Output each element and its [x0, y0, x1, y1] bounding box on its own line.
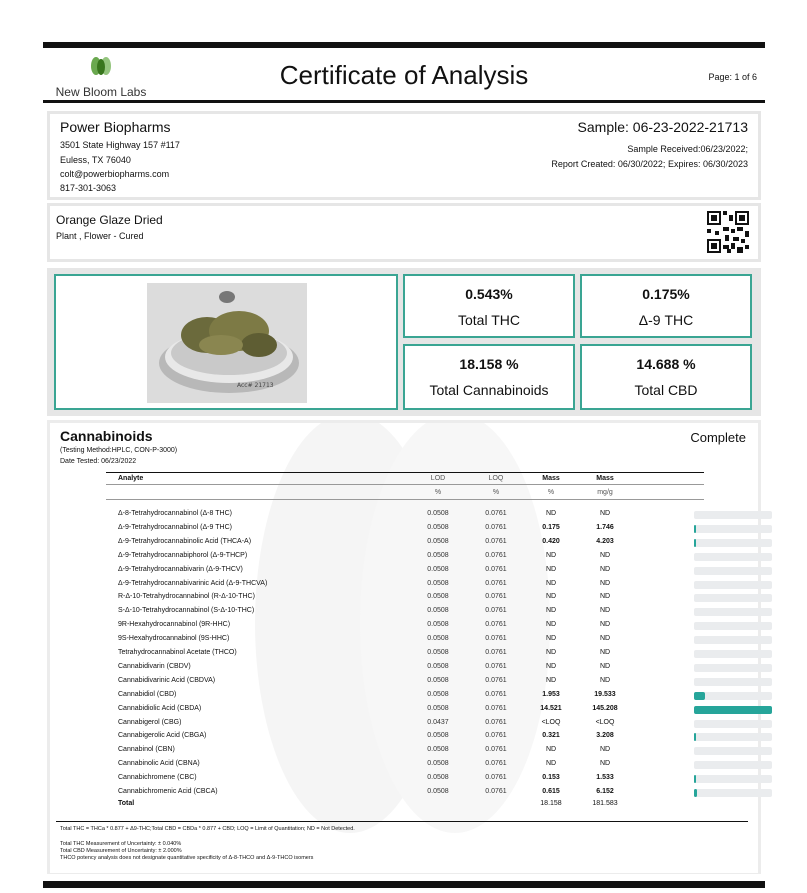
analyte-lod: 0.0508 [427, 523, 449, 531]
sample-received: Sample Received:06/23/2022; [627, 144, 748, 154]
col-analyte: Analyte [118, 475, 144, 482]
report-header [43, 48, 765, 103]
analyte-lod: 0.0508 [427, 732, 449, 740]
thc-uncertainty: Total THC Measurement of Uncertainty: ± 0.040% [60, 841, 182, 847]
total-thc-value: 0.543% [465, 286, 513, 302]
analyte-name: Tetrahydrocannabinol Acetate (THCO) [118, 649, 237, 656]
date-tested: Date Tested: 06/23/2022 [60, 458, 137, 465]
analyte-lod: 0.0508 [427, 662, 449, 670]
analyte-mass-pct: 0.175 [542, 523, 560, 531]
level-bar-track [694, 525, 772, 533]
analyte-lod: 0.0508 [427, 607, 449, 615]
analyte-loq: 0.0761 [485, 537, 507, 545]
analyte-name: Δ-9-Tetrahydrocannabivarin (Δ-9-THCV) [118, 565, 243, 573]
analyte-lod: 0.0508 [427, 774, 449, 782]
analyte-mass-mg: ND [599, 510, 611, 517]
analyte-mass-mg: ND [599, 621, 611, 629]
analyte-mass-pct: 0.153 [542, 774, 560, 782]
table-row [118, 591, 708, 604]
report-dates: Report Created: 06/30/2022; Expires: 06/30/2023 [551, 159, 748, 169]
analyte-name: 9S-Hexahydrocannabinol (9S-HHC) [118, 635, 230, 643]
analyte-loq: 0.0761 [485, 662, 507, 670]
unit-loq: % [492, 489, 500, 496]
total-cbd-box [580, 344, 752, 410]
level-bar-fill [694, 525, 696, 533]
analyte-name: Cannabidivarin (CBDV) [118, 662, 191, 670]
client-address-1: 3501 State Highway 157 #117 [60, 140, 180, 150]
analyte-mass-mg: ND [599, 649, 611, 656]
analyte-mass-pct: ND [545, 649, 557, 656]
total-cbd-label: Total CBD [634, 382, 698, 398]
analyte-lod: 0.0508 [427, 649, 449, 656]
product-type: Plant , Flower - Cured [56, 231, 144, 241]
analyte-lod: 0.0508 [427, 676, 449, 684]
cbd-uncertainty: Total CBD Measurement of Uncertainty: ± 2.000% [60, 848, 182, 854]
definitions-note: Total THC = THCa * 0.877 + Δ9-THC;Total CBD = CBDa * 0.877 + CBD; LOQ = Limit of Quantitation; ND = Not Detected. [60, 826, 355, 832]
total-label: Total [118, 800, 135, 807]
analyte-loq: 0.0761 [485, 690, 507, 698]
table-row [118, 633, 708, 646]
analyte-loq: 0.0761 [485, 510, 507, 517]
section-title: Cannabinoids [60, 428, 153, 444]
analyte-name: 9R-Hexahydrocannabinol (9R-HHC) [118, 621, 231, 629]
col-mass-pct: Mass [542, 475, 560, 482]
analyte-name: Δ-9-Tetrahydrocannabiphorol (Δ-9-THCP) [118, 551, 248, 559]
analyte-mass-pct: 0.420 [542, 537, 560, 545]
analyte-mass-pct: ND [545, 662, 557, 670]
table-row [118, 647, 708, 660]
analyte-mass-pct: ND [545, 760, 557, 768]
analyte-name: Cannabichromene (CBC) [118, 774, 197, 782]
analyte-loq: 0.0761 [485, 746, 507, 754]
analyte-mass-pct: 1.953 [542, 690, 560, 698]
analyte-mass-mg: <LOQ [595, 718, 615, 726]
table-row [118, 578, 708, 591]
analyte-loq: 0.0761 [485, 579, 507, 587]
section-status: Complete [690, 430, 746, 445]
client-panel [47, 111, 761, 200]
analyte-loq: 0.0761 [485, 607, 507, 615]
level-bar-track [694, 581, 772, 589]
analyte-loq: 0.0761 [485, 565, 507, 573]
analyte-mass-pct: ND [545, 607, 557, 615]
analyte-mass-mg: 1.746 [596, 523, 614, 531]
table-row [118, 744, 708, 757]
total-thc-label: Total THC [458, 312, 520, 328]
page-number: Page: 1 of 6 [708, 72, 757, 82]
table-row [118, 758, 708, 771]
analyte-lod: 0.0508 [427, 746, 449, 754]
level-bar-track [694, 594, 772, 602]
level-bar-track [694, 775, 772, 783]
analyte-lod: 0.0508 [427, 551, 449, 559]
analyte-mass-mg: ND [599, 593, 611, 601]
total-mg: 181.583 [592, 800, 618, 807]
analyte-lod: 0.0508 [427, 565, 449, 573]
table-row [118, 508, 708, 521]
summary-panel [47, 268, 761, 416]
analyte-mass-pct: ND [545, 579, 557, 587]
total-cbd-value: 14.688 % [636, 356, 696, 372]
analyte-name: Δ-9-Tetrahydrocannabinolic Acid (THCA-A) [118, 537, 252, 545]
analyte-lod: 0.0508 [427, 537, 449, 545]
analyte-lod: 0.0437 [427, 718, 449, 726]
qr-code-icon [707, 211, 749, 253]
analyte-mass-pct: 14.521 [540, 704, 562, 712]
table-units-rule [106, 499, 704, 500]
analyte-name: Cannabinolic Acid (CBNA) [118, 760, 200, 768]
table-row [118, 605, 708, 618]
total-thc-box [403, 274, 575, 338]
analyte-loq: 0.0761 [485, 551, 507, 559]
table-row [118, 536, 708, 549]
analyte-mass-pct: ND [545, 621, 557, 629]
analyte-lod: 0.0508 [427, 579, 449, 587]
analyte-mass-mg: 6.152 [596, 788, 614, 795]
level-bar-track [694, 720, 772, 728]
table-row [118, 717, 708, 730]
thco-note: THCO potency analysis does not designate quantitative specificity of Δ-8-THCO and Δ-9-THCO isomers [60, 855, 314, 861]
level-bar-track [694, 622, 772, 630]
sample-photo-frame [54, 274, 398, 410]
table-header-rule [106, 484, 704, 485]
analyte-loq: 0.0761 [485, 704, 507, 712]
analyte-mass-pct: 0.615 [542, 788, 560, 795]
analyte-loq: 0.0761 [485, 774, 507, 782]
analyte-mass-mg: 145.208 [592, 704, 618, 712]
analyte-mass-pct: ND [545, 510, 557, 517]
total-cannabinoids-value: 18.158 % [459, 356, 519, 372]
analyte-lod: 0.0508 [427, 635, 449, 643]
analyte-name: Cannabidiolic Acid (CBDA) [118, 704, 202, 712]
analyte-mass-mg: ND [599, 676, 611, 684]
delta9-thc-box [580, 274, 752, 338]
client-name: Power Biopharms [60, 119, 171, 135]
analyte-mass-mg: 1.533 [596, 774, 614, 782]
table-row [118, 550, 708, 563]
analyte-loq: 0.0761 [485, 649, 507, 656]
total-cannabinoids-box [403, 344, 575, 410]
total-cannabinoids-label: Total Cannabinoids [429, 382, 549, 398]
sample-id: Sample: 06-23-2022-21713 [577, 119, 748, 135]
table-top-rule [106, 472, 704, 473]
analyte-mass-pct: ND [545, 746, 557, 754]
level-bar-track [694, 747, 772, 755]
analyte-name: Δ-8-Tetrahydrocannabinol (Δ-8 THC) [118, 510, 233, 517]
analyte-lod: 0.0508 [427, 510, 449, 517]
analyte-mass-mg: ND [599, 607, 611, 615]
unit-lod: % [434, 489, 442, 496]
analyte-lod: 0.0508 [427, 760, 449, 768]
analyte-lod: 0.0508 [427, 788, 449, 795]
analyte-name: R-Δ-10-Tetrahydrocannabinol (R-Δ-10-THC) [118, 593, 255, 601]
analyte-name: Cannabichromenic Acid (CBCA) [118, 788, 218, 795]
analyte-mass-mg: ND [599, 662, 611, 670]
level-bar-fill [694, 706, 772, 714]
col-loq: LOQ [488, 475, 504, 482]
analyte-mass-mg: ND [599, 551, 611, 559]
delta9-thc-label: Δ-9 THC [638, 312, 694, 328]
analyte-loq: 0.0761 [485, 621, 507, 629]
analyte-name: Cannabidiol (CBD) [118, 690, 177, 698]
table-row [118, 675, 708, 688]
unit-mg: mg/g [597, 489, 613, 496]
client-phone: 817-301-3063 [60, 183, 117, 193]
cannabinoids-panel [50, 423, 758, 873]
analyte-mass-pct: ND [545, 635, 557, 643]
analyte-loq: 0.0761 [485, 523, 507, 531]
table-row [118, 730, 708, 743]
table-row [118, 661, 708, 674]
level-bar-track [694, 664, 772, 672]
analyte-name: S-Δ-10-Tetrahydrocannabinol (S-Δ-10-THC) [118, 607, 255, 615]
analyte-mass-pct: ND [545, 565, 557, 573]
bottom-rule [43, 881, 765, 888]
analyte-mass-mg: ND [599, 746, 611, 754]
analyte-loq: 0.0761 [485, 593, 507, 601]
analyte-loq: 0.0761 [485, 788, 507, 795]
analyte-name: Δ-9-Tetrahydrocannabinol (Δ-9 THC) [118, 523, 233, 531]
level-bar-track [694, 761, 772, 769]
product-name: Orange Glaze Dried [56, 213, 163, 227]
analyte-loq: 0.0761 [485, 760, 507, 768]
level-bar-track [694, 678, 772, 686]
sample-photo [147, 283, 307, 403]
level-bar-track [694, 789, 772, 797]
photo-label: Acc# 21713 [237, 382, 274, 389]
analyte-loq: 0.0761 [485, 676, 507, 684]
table-row [118, 522, 708, 535]
analyte-name: Cannabinol (CBN) [118, 746, 175, 754]
analyte-mass-pct: ND [545, 551, 557, 559]
level-bar-track [694, 733, 772, 741]
col-lod: LOD [430, 475, 446, 482]
analyte-lod: 0.0508 [427, 690, 449, 698]
analyte-name: Δ-9-Tetrahydrocannabivarinic Acid (Δ-9-THCVA) [118, 579, 268, 587]
analyte-mass-pct: 0.321 [542, 732, 560, 740]
client-email: colt@powerbiopharms.com [60, 169, 170, 179]
total-values [118, 798, 708, 811]
analyte-lod: 0.0508 [427, 593, 449, 601]
level-bar-track [694, 567, 772, 575]
col-mass-mg: Mass [596, 475, 614, 482]
analyte-mass-mg: 3.208 [596, 732, 614, 740]
level-bar-track [694, 650, 772, 658]
total-pct: 18.158 [540, 800, 562, 807]
level-bar-fill [694, 539, 696, 547]
analyte-mass-mg: ND [599, 579, 611, 587]
analyte-name: Cannabigerolic Acid (CBGA) [118, 732, 207, 740]
flower-dish-image [147, 283, 307, 403]
analyte-name: Cannabigerol (CBG) [118, 718, 182, 726]
level-bar-fill [694, 775, 696, 783]
level-bar-track [694, 539, 772, 547]
level-bar-track [694, 692, 772, 700]
analyte-mass-mg: ND [599, 635, 611, 643]
product-panel [47, 203, 761, 262]
analyte-mass-pct: ND [545, 676, 557, 684]
analyte-mass-mg: 19.533 [594, 690, 616, 698]
analyte-mass-mg: 4.203 [596, 537, 614, 545]
table-row [118, 619, 708, 632]
analyte-loq: 0.0761 [485, 732, 507, 740]
level-bar-track [694, 706, 772, 714]
analyte-lod: 0.0508 [427, 621, 449, 629]
table-row [118, 564, 708, 577]
table-row [118, 703, 708, 716]
notes-rule [56, 821, 748, 822]
analyte-lod: 0.0508 [427, 704, 449, 712]
analyte-mass-mg: ND [599, 760, 611, 768]
client-address-2: Euless, TX 76040 [60, 155, 131, 165]
level-bar-fill [694, 692, 705, 700]
level-bar-track [694, 553, 772, 561]
lab-name: New Bloom Labs [55, 85, 147, 99]
level-bar-track [694, 608, 772, 616]
testing-method: (Testing Method:HPLC, CON-P-3000) [60, 447, 178, 454]
analyte-mass-mg: ND [599, 565, 611, 573]
analyte-name: Cannabidivarinic Acid (CBDVA) [118, 676, 216, 684]
unit-pct: % [547, 489, 555, 496]
level-bar-fill [694, 733, 696, 741]
delta9-thc-value: 0.175% [642, 286, 690, 302]
level-bar-fill [694, 789, 697, 797]
level-bar-track [694, 511, 772, 519]
analyte-mass-pct: ND [545, 593, 557, 601]
analyte-mass-pct: <LOQ [541, 718, 561, 726]
analyte-loq: 0.0761 [485, 718, 507, 726]
table-row [118, 772, 708, 785]
analyte-loq: 0.0761 [485, 635, 507, 643]
level-bar-track [694, 636, 772, 644]
table-row [118, 689, 708, 702]
page-title: Certificate of Analysis [279, 60, 529, 90]
